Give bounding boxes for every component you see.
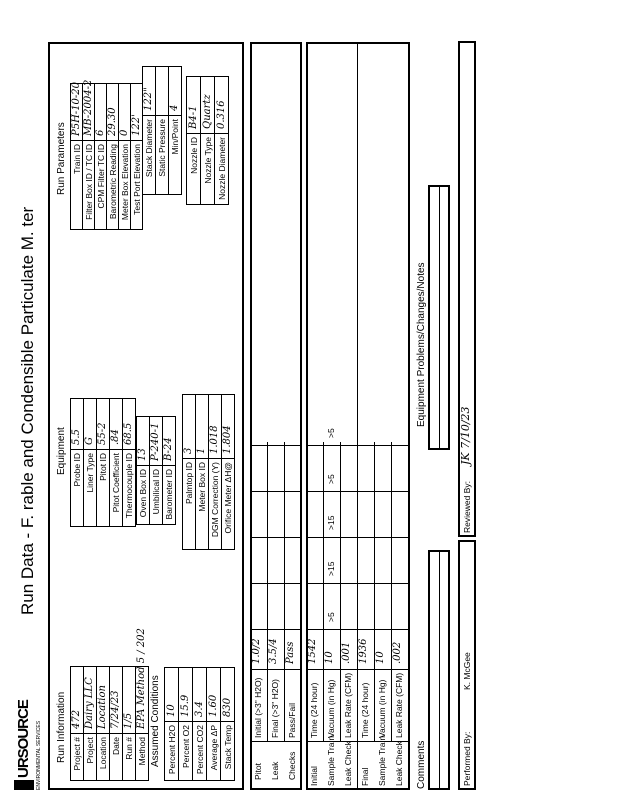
assumed-condition-label-cell	[192, 721, 207, 781]
run-parameter-value: 122'	[130, 114, 142, 136]
sample-train-label: Time (24 hour)	[309, 682, 319, 738]
run-info-value: 1/5	[123, 712, 134, 729]
sample-train-value[interactable]: .001	[341, 641, 352, 664]
run-info-value: Dairy LLC	[84, 677, 95, 729]
oven-value: B-24	[163, 437, 174, 461]
run-parameter-label: Train ID	[71, 144, 82, 174]
pitot-check-value[interactable]: 1.0/2	[251, 638, 262, 664]
meter-label: Orifice Meter ΔH@	[223, 462, 233, 534]
pitot-check-value[interactable]: 3.5/4	[268, 638, 279, 664]
sample-train-value[interactable]: 10	[375, 651, 386, 664]
equipment-value-cell[interactable]	[70, 398, 84, 450]
assumed-condition-value: 830	[221, 697, 233, 717]
sample-train-label: Leak Rate (CFM)	[394, 672, 404, 738]
stack-value: 122"	[143, 87, 154, 111]
sample-train-value[interactable]: .002	[392, 641, 403, 664]
meter-value-cell[interactable]	[195, 394, 209, 459]
nozzle-label: Nozzle ID	[188, 137, 199, 174]
run-parameter-label: CPM Filter TC ID	[95, 144, 106, 209]
stack-label-cell	[142, 115, 156, 195]
pitot-check-label: Final (>3" H2O)	[270, 679, 280, 738]
oven-value: P-240-1	[150, 422, 161, 461]
equipment-value-cell[interactable]	[96, 398, 110, 450]
sample-train-label: Vacuum (in Hg)	[377, 679, 387, 738]
meter-value-cell[interactable]	[182, 394, 196, 459]
stack-label-cell	[155, 115, 169, 195]
run-info-label-cell	[83, 733, 97, 781]
assumed-condition-value: 1.60	[207, 694, 219, 717]
meter-label-cell	[182, 458, 196, 550]
vacuum-threshold-mark: >15	[326, 515, 336, 530]
equipment-label: Thermocouple ID	[124, 453, 134, 519]
assumed-condition-label-cell	[206, 721, 221, 781]
run-info-value-cell[interactable]	[109, 666, 123, 734]
run-parameter-value: 29.30	[106, 107, 118, 136]
page-title: Run Data - F. rable and Condensible Particulate M. ter	[18, 206, 37, 615]
stack-value-cell[interactable]	[168, 66, 182, 116]
equipment-label-cell	[109, 449, 123, 527]
assumed-condition-label: Percent O2	[180, 725, 191, 768]
stack-label: Min/Point	[170, 119, 180, 155]
run-info-value-cell[interactable]	[70, 666, 84, 734]
run-info-value-cell[interactable]	[83, 666, 97, 734]
run-info-label: Location	[98, 737, 108, 770]
comments-label: Comments	[416, 740, 427, 789]
sample-train-value[interactable]: 10	[324, 651, 335, 664]
run-parameter-label: Meter Box Elevation	[119, 144, 130, 221]
nozzle-value-cell[interactable]	[200, 76, 215, 134]
sample-train-group-label: Leak Check	[394, 741, 404, 786]
equipment-value: 68.5	[123, 422, 134, 445]
assumed-condition-value-cell[interactable]	[192, 667, 207, 722]
equipment-label-cell	[122, 449, 136, 527]
oven-label: Umbilical ID	[151, 469, 161, 515]
vacuum-threshold-mark: >5	[326, 428, 336, 438]
assumed-condition-label: Average ΔP	[208, 725, 219, 771]
nozzle-label-cell	[214, 133, 229, 205]
meter-value-cell[interactable]	[208, 394, 222, 459]
pitot-check-value[interactable]: Pass	[285, 641, 296, 664]
stack-label-cell	[168, 115, 182, 195]
sample-train-value[interactable]: 1936	[358, 638, 369, 664]
oven-value: 13	[137, 448, 148, 461]
equipment-label: Probe ID	[72, 453, 82, 487]
run-parameter-value: P5H-10-20	[70, 81, 82, 136]
run-info-value: Location	[97, 685, 108, 729]
nozzle-value: Quartz	[201, 94, 213, 129]
run-parameters-header: Run Parameters	[56, 122, 67, 195]
meter-label-cell	[208, 458, 222, 550]
meter-label: DGM Correction (Y)	[210, 462, 220, 538]
assumed-condition-label-cell	[164, 721, 179, 781]
meter-value-cell[interactable]	[221, 394, 235, 459]
equipment-problems-label: Equipment Problems/Changes/Notes	[416, 262, 427, 427]
performed-by-value: K. McGee	[462, 652, 472, 690]
sample-train-group-label: Sample Train	[326, 735, 336, 786]
assumed-condition-label: Stack Temp	[222, 725, 233, 770]
assumed-condition-value-cell[interactable]	[220, 667, 235, 722]
run-info-label: Project #	[72, 737, 82, 771]
stack-value: 4	[169, 104, 180, 111]
equipment-label: Pitot Coefficient	[111, 453, 121, 513]
run-info-value-cell[interactable]	[135, 628, 149, 734]
equipment-label-cell	[83, 449, 97, 527]
run-info-label: Method	[137, 737, 147, 766]
run-information-header: Run Information	[56, 691, 67, 763]
logo-text: URSOURCE	[15, 700, 32, 778]
assumed-condition-value: 10	[165, 704, 177, 717]
meter-value: 1.018	[209, 425, 220, 454]
sample-train-label: Vacuum (in Hg)	[326, 679, 336, 738]
run-info-value-cell[interactable]	[122, 666, 136, 734]
pitot-group-label: Leak	[270, 761, 280, 780]
equipment-value-cell[interactable]	[122, 398, 136, 450]
run-info-label-cell	[96, 733, 110, 781]
oven-label-cell	[149, 465, 163, 525]
meter-label-cell	[195, 458, 209, 550]
meter-value: 1	[196, 447, 207, 454]
run-info-value-cell[interactable]	[96, 666, 110, 734]
sample-train-group-label: Initial	[309, 766, 319, 786]
equipment-label-cell	[96, 449, 110, 527]
stack-label: Stack Diameter	[144, 119, 154, 178]
stack-value-cell[interactable]	[155, 66, 169, 116]
meter-label: Meter Box ID	[197, 462, 207, 512]
assumed-condition-label-cell	[178, 721, 193, 781]
reviewed-by-signature: JK 7/10/23	[459, 406, 472, 465]
pitot-group-label: Checks	[287, 751, 297, 780]
run-info-value: 7/24/23	[110, 690, 121, 729]
run-info-label-cell	[109, 733, 123, 781]
vacuum-threshold-mark: >5	[326, 612, 336, 622]
nozzle-value-cell[interactable]	[186, 76, 201, 134]
equipment-label-cell	[70, 449, 84, 527]
equipment-value-cell[interactable]	[109, 398, 123, 450]
run-data-form	[10, 5, 480, 795]
sample-train-value[interactable]: 1542	[307, 638, 318, 664]
reviewed-by-label: Reviewed By:	[462, 481, 472, 533]
sample-train-label: Leak Rate (CFM)	[343, 672, 353, 738]
oven-label: Barometer ID	[164, 469, 174, 520]
assumed-condition-value-cell[interactable]	[178, 667, 193, 722]
run-parameter-label: Filter Box ID / TC ID	[83, 144, 94, 220]
pitot-check-label: Pass/Fail	[287, 703, 297, 738]
run-parameter-value: MB-2004-2	[82, 79, 94, 136]
oven-value-cell[interactable]	[149, 416, 163, 466]
sample-train-label: Time (24 hour)	[360, 682, 370, 738]
stack-value-cell[interactable]	[142, 66, 156, 116]
meter-value: 3	[183, 447, 194, 454]
meter-label: Palmtop ID	[184, 462, 194, 505]
nozzle-label: Nozzle Diameter	[216, 137, 227, 200]
sample-train-group-label: Leak Check	[343, 741, 353, 786]
run-parameter-label: Test Port Elevation	[131, 144, 142, 215]
meter-label-cell	[221, 458, 235, 550]
pitot-leak-checks	[250, 42, 302, 790]
equipment-value: 55-2	[97, 422, 108, 445]
company-logo	[12, 700, 50, 790]
equipment-value: .84	[110, 429, 121, 445]
assumed-condition-value-cell[interactable]	[164, 667, 179, 722]
equipment-label: Liner Type	[85, 453, 95, 493]
equipment-value-cell[interactable]	[83, 398, 97, 450]
nozzle-value: 0.316	[215, 100, 227, 129]
nozzle-value-cell[interactable]	[214, 76, 229, 134]
oven-value-cell[interactable]	[162, 416, 176, 466]
nozzle-label-cell	[200, 133, 215, 205]
run-info-label-cell	[135, 733, 149, 781]
run-parameter-value: 0	[118, 129, 130, 136]
run-info-label: Run #	[124, 737, 134, 760]
meter-value: 1.804	[222, 425, 233, 454]
run-info-label-cell	[122, 733, 136, 781]
pitot-check-label: Initial (>3" H2O)	[253, 677, 263, 738]
stack-label: Static Pressure	[157, 119, 167, 177]
oven-label: Oven Box ID	[138, 469, 148, 518]
vacuum-threshold-mark: >5	[326, 474, 336, 484]
sample-train-group-label: Sample Train	[377, 735, 387, 786]
run-info-label: Date	[111, 737, 121, 755]
oven-label-cell	[162, 465, 176, 525]
oven-label-cell	[136, 465, 150, 525]
logo-subtext: ENVIRONMENTAL SERVICES	[36, 720, 42, 790]
equipment-value: G	[84, 437, 95, 445]
performed-by-label: Performed By:	[462, 731, 472, 786]
sample-train-group-label: Final	[360, 767, 370, 786]
sample-train-leak-checks	[306, 42, 410, 790]
run-parameter-value: 6	[94, 129, 106, 136]
run-info-label: Project	[85, 737, 95, 764]
run-info-value: EPA Method 5 / 202	[136, 628, 147, 729]
nozzle-value: B4-1	[187, 105, 199, 129]
run-info-value: 472	[71, 709, 82, 729]
assumed-condition-label: Percent CO2	[194, 725, 205, 775]
assumed-conditions-header: Assumed Conditions	[150, 675, 161, 767]
nozzle-label-cell	[186, 133, 201, 205]
run-info-label-cell	[70, 733, 84, 781]
pitot-group-label: Pitot	[253, 762, 263, 780]
nozzle-label: Nozzle Type	[202, 137, 213, 184]
assumed-condition-label: Percent H2O	[166, 725, 177, 775]
run-parameter-label: Barometric Reading	[107, 144, 118, 220]
equipment-label: Pitot ID	[98, 453, 108, 481]
assumed-condition-label-cell	[220, 721, 235, 781]
assumed-condition-value: 3.4	[193, 701, 205, 717]
equipment-header: Equipment	[56, 427, 67, 475]
equipment-value: 5.5	[71, 429, 82, 445]
assumed-condition-value: 15.9	[179, 694, 191, 717]
vacuum-threshold-mark: >15	[326, 561, 336, 576]
assumed-condition-value-cell[interactable]	[206, 667, 221, 722]
oven-value-cell[interactable]	[136, 416, 150, 466]
